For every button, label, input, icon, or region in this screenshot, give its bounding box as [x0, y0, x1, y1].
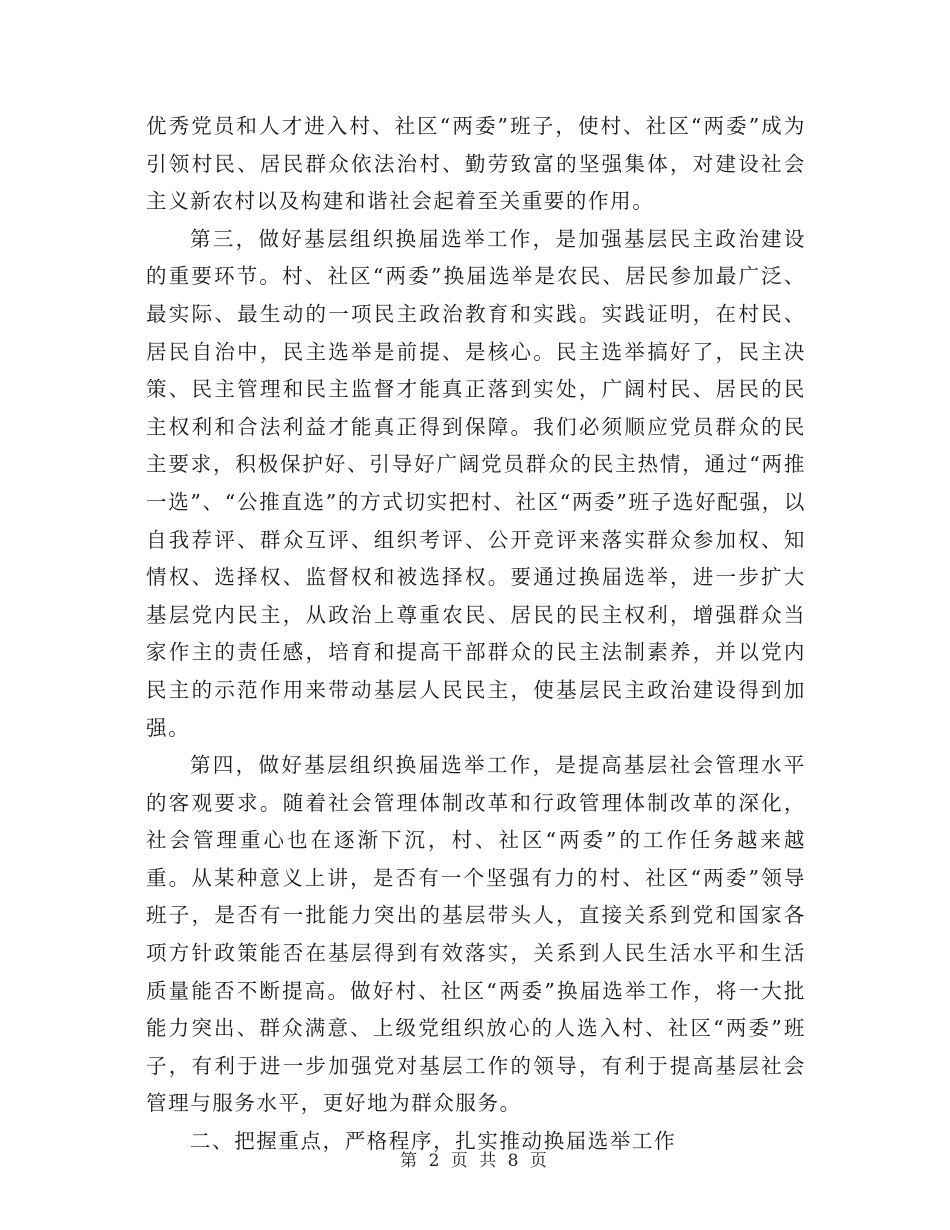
- page-number-footer: 第 2 页 共 8 页: [400, 1151, 550, 1171]
- section-heading: 二、把握重点，严格程序，扎实推动换届选举工作: [190, 1129, 677, 1154]
- paragraph-fourth-point: 第四，做好基层组织换届选举工作，是提高基层社会管理水平的客观要求。随着社会管理体制改革和行政管理体制改革的深化，社会管理重心也在逐渐下沉，村、社区“两委”的工作任务越来越重。从某种意义上讲，是否有一个坚强有力的村、社区“两委”领导班子，是否有一批能力突出的基层带头人，直接关系到党和国家各项方针政策能否在基层得到有效落实，关系到人民生活水平和生活质量能否不断提高。做好村、社区“两委”换届选举工作，将一大批能力突出、群众满意、上级党组织放心的人选入村、社区“两委”班子，有利于进一步加强党对基层工作的领导，有利于提高基层社会管理与服务水平，更好地为群众服务。: [146, 753, 806, 1116]
- paragraph-continuation: 优秀党员和人才进入村、社区“两委”班子，使村、社区“两委”成为引领村民、居民群众依法治村、勤劳致富的坚强集体，对建设社会主义新农村以及构建和谐社会起着至关重要的作用。: [146, 114, 806, 214]
- document-body: [146, 108, 806, 1161]
- paragraph-third-point: 第三，做好基层组织换届选举工作，是加强基层民主政治建设的重要环节。村、社区“两委”换届选举是农民、居民参加最广泛、最实际、最生动的一项民主政治教育和实践。实践证明，在村民、居民自治中，民主选举是前提、是核心。民主选举搞好了，民主决策、民主管理和民主监督才能真正落到实处，广阔村民、居民的民主权利和合法利益才能真正得到保障。我们必须顺应党员群众的民主要求，积极保护好、引导好广阔党员群众的民主热情，通过“两推一选”、“公推直选”的方式切实把村、社区“两委”班子选好配强，以自我荐评、群众互评、组织考评、公开竞评来落实群众参加权、知情权、选择权、监督权和被选择权。要通过换届选举，进一步扩大基层党内民主，从政治上尊重农民、居民的民主权利，增强群众当家作主的责任感，培育和提高干部群众的民主法制素养，并以党内民主的示范作用来带动基层人民民主，使基层民主政治建设得到加强。: [146, 226, 806, 740]
